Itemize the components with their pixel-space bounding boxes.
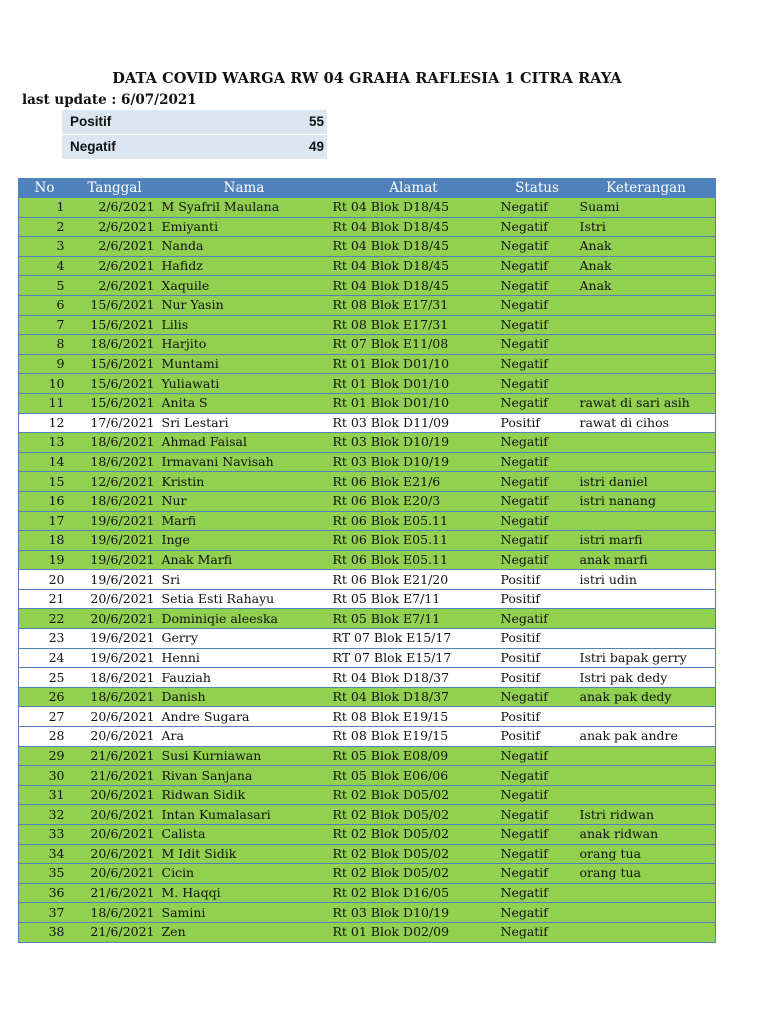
- cell-nama: Yuliawati: [159, 374, 330, 394]
- cell-nama: Harjito: [159, 335, 330, 355]
- table-row: [19, 256, 716, 276]
- cell-nama: Susi Kurniawan: [159, 746, 330, 766]
- table-header-row: [19, 179, 716, 198]
- cell-alamat: Rt 03 Blok D10/19: [330, 903, 498, 923]
- cell-nama: Nur Yasin: [159, 295, 330, 315]
- table-row: [19, 472, 716, 492]
- table-row: [19, 276, 716, 296]
- cell-keterangan: rawat di cihos: [577, 413, 716, 433]
- table-row: [19, 668, 716, 688]
- cell-keterangan: anak marfi: [577, 550, 716, 570]
- cell-tanggal: 19/6/2021: [71, 511, 159, 531]
- cell-tanggal: 18/6/2021: [71, 452, 159, 472]
- cell-alamat: Rt 03 Blok D10/19: [330, 433, 498, 453]
- cell-no: 19: [19, 550, 71, 570]
- cell-keterangan: Suami: [577, 198, 716, 218]
- table-row: [19, 217, 716, 237]
- cell-tanggal: 15/6/2021: [71, 354, 159, 374]
- cell-no: 1: [19, 198, 71, 218]
- table-row: [19, 433, 716, 453]
- cell-keterangan: [577, 452, 716, 472]
- cell-keterangan: orang tua: [577, 864, 716, 884]
- cell-alamat: Rt 04 Blok D18/45: [330, 237, 498, 257]
- table-row: [19, 844, 716, 864]
- cell-nama: Xaquile: [159, 276, 330, 296]
- cell-status: Negatif: [498, 433, 577, 453]
- summary-value: 55: [308, 114, 324, 129]
- cell-no: 5: [19, 276, 71, 296]
- table-row: [19, 393, 716, 413]
- cell-nama: Setia Esti Rahayu: [159, 589, 330, 609]
- cell-no: 33: [19, 825, 71, 845]
- cell-no: 25: [19, 668, 71, 688]
- cell-alamat: Rt 08 Blok E19/15: [330, 727, 498, 747]
- cell-tanggal: 2/6/2021: [71, 276, 159, 296]
- table-row: [19, 452, 716, 472]
- cell-nama: Ridwan Sidik: [159, 785, 330, 805]
- cell-status: Negatif: [498, 295, 577, 315]
- table-row: [19, 354, 716, 374]
- cell-keterangan: [577, 609, 716, 629]
- cell-alamat: Rt 03 Blok D11/09: [330, 413, 498, 433]
- cell-no: 30: [19, 766, 71, 786]
- cell-no: 36: [19, 883, 71, 903]
- cell-status: Negatif: [498, 766, 577, 786]
- cell-tanggal: 18/6/2021: [71, 491, 159, 511]
- cell-status: Negatif: [498, 785, 577, 805]
- cell-alamat: Rt 04 Blok D18/37: [330, 687, 498, 707]
- cell-no: 27: [19, 707, 71, 727]
- cell-tanggal: 21/6/2021: [71, 883, 159, 903]
- cell-no: 11: [19, 393, 71, 413]
- table-row: [19, 825, 716, 845]
- cell-status: Negatif: [498, 217, 577, 237]
- cell-nama: Nur: [159, 491, 330, 511]
- cell-status: Negatif: [498, 864, 577, 884]
- cell-nama: M Syafril Maulana: [159, 198, 330, 218]
- last-update-text: last update : 6/07/2021: [22, 92, 197, 108]
- cell-no: 2: [19, 217, 71, 237]
- table-row: [19, 511, 716, 531]
- cell-tanggal: 19/6/2021: [71, 550, 159, 570]
- cell-status: Negatif: [498, 883, 577, 903]
- cell-tanggal: 20/6/2021: [71, 727, 159, 747]
- cell-keterangan: [577, 315, 716, 335]
- table-row: [19, 570, 716, 590]
- cell-keterangan: [577, 354, 716, 374]
- summary-box: [62, 110, 327, 159]
- cell-keterangan: [577, 335, 716, 355]
- cell-tanggal: 20/6/2021: [71, 707, 159, 727]
- column-header-nama: Nama: [159, 179, 330, 198]
- cell-tanggal: 20/6/2021: [71, 785, 159, 805]
- cell-status: Positif: [498, 413, 577, 433]
- cell-nama: Ahmad Faisal: [159, 433, 330, 453]
- cell-keterangan: Anak: [577, 256, 716, 276]
- cell-alamat: Rt 05 Blok E06/06: [330, 766, 498, 786]
- cell-no: 37: [19, 903, 71, 923]
- cell-tanggal: 18/6/2021: [71, 335, 159, 355]
- cell-status: Negatif: [498, 825, 577, 845]
- cell-tanggal: 21/6/2021: [71, 922, 159, 942]
- cell-nama: Henni: [159, 648, 330, 668]
- table-row: [19, 687, 716, 707]
- cell-alamat: Rt 02 Blok D05/02: [330, 785, 498, 805]
- cell-no: 3: [19, 237, 71, 257]
- summary-row-negatif: [62, 134, 327, 159]
- cell-keterangan: Anak: [577, 237, 716, 257]
- table-row: [19, 531, 716, 551]
- cell-tanggal: 17/6/2021: [71, 413, 159, 433]
- cell-status: Negatif: [498, 393, 577, 413]
- cell-keterangan: rawat di sari asih: [577, 393, 716, 413]
- cell-no: 13: [19, 433, 71, 453]
- cell-nama: Dominiqie aleeska: [159, 609, 330, 629]
- cell-no: 28: [19, 727, 71, 747]
- cell-keterangan: istri udin: [577, 570, 716, 590]
- cell-keterangan: anak pak andre: [577, 727, 716, 747]
- summary-row-positif: [62, 110, 327, 134]
- cell-status: Negatif: [498, 472, 577, 492]
- cell-status: Negatif: [498, 354, 577, 374]
- cell-nama: Irmavani Navisah: [159, 452, 330, 472]
- column-header-keterangan: Keterangan: [577, 179, 716, 198]
- cell-alamat: Rt 06 Blok E21/6: [330, 472, 498, 492]
- column-header-status: Status: [498, 179, 577, 198]
- cell-tanggal: 21/6/2021: [71, 766, 159, 786]
- table-row: [19, 648, 716, 668]
- table-row: [19, 237, 716, 257]
- cell-tanggal: 20/6/2021: [71, 844, 159, 864]
- summary-label: Negatif: [70, 139, 116, 154]
- cell-status: Positif: [498, 727, 577, 747]
- table-row: [19, 335, 716, 355]
- cell-no: 29: [19, 746, 71, 766]
- cell-nama: Lilis: [159, 315, 330, 335]
- cell-status: Negatif: [498, 276, 577, 296]
- cell-no: 31: [19, 785, 71, 805]
- cell-alamat: Rt 04 Blok D18/45: [330, 217, 498, 237]
- cell-nama: Fauziah: [159, 668, 330, 688]
- table-row: [19, 746, 716, 766]
- page-title: DATA COVID WARGA RW 04 GRAHA RAFLESIA 1 CITRA RAYA: [112, 70, 622, 87]
- cell-nama: Sri: [159, 570, 330, 590]
- table-row: [19, 315, 716, 335]
- cell-tanggal: 15/6/2021: [71, 393, 159, 413]
- cell-tanggal: 15/6/2021: [71, 295, 159, 315]
- cell-alamat: Rt 02 Blok D05/02: [330, 864, 498, 884]
- cell-no: 18: [19, 531, 71, 551]
- cell-tanggal: 19/6/2021: [71, 570, 159, 590]
- cell-status: Positif: [498, 707, 577, 727]
- cell-status: Positif: [498, 648, 577, 668]
- cell-alamat: Rt 01 Blok D01/10: [330, 374, 498, 394]
- summary-label: Positif: [70, 114, 112, 129]
- table-row: [19, 766, 716, 786]
- cell-alamat: Rt 05 Blok E7/11: [330, 609, 498, 629]
- cell-alamat: Rt 07 Blok E11/08: [330, 335, 498, 355]
- cell-no: 21: [19, 589, 71, 609]
- cell-keterangan: Istri: [577, 217, 716, 237]
- cell-no: 16: [19, 491, 71, 511]
- cell-status: Negatif: [498, 805, 577, 825]
- table-row: [19, 883, 716, 903]
- cell-nama: Anak Marfi: [159, 550, 330, 570]
- cell-alamat: Rt 02 Blok D05/02: [330, 844, 498, 864]
- cell-tanggal: 2/6/2021: [71, 198, 159, 218]
- cell-keterangan: anak ridwan: [577, 825, 716, 845]
- cell-tanggal: 20/6/2021: [71, 805, 159, 825]
- cell-no: 4: [19, 256, 71, 276]
- cell-status: Negatif: [498, 335, 577, 355]
- cell-status: Negatif: [498, 491, 577, 511]
- cell-keterangan: [577, 903, 716, 923]
- cell-nama: Kristin: [159, 472, 330, 492]
- cell-alamat: RT 07 Blok E15/17: [330, 648, 498, 668]
- cell-nama: Rivan Sanjana: [159, 766, 330, 786]
- cell-tanggal: 20/6/2021: [71, 609, 159, 629]
- cell-nama: Danish: [159, 687, 330, 707]
- cell-status: Negatif: [498, 315, 577, 335]
- cell-nama: Intan Kumalasari: [159, 805, 330, 825]
- cell-nama: Zen: [159, 922, 330, 942]
- table-row: [19, 374, 716, 394]
- cell-no: 34: [19, 844, 71, 864]
- cell-keterangan: [577, 922, 716, 942]
- summary-value: 49: [308, 139, 324, 154]
- cell-status: Negatif: [498, 531, 577, 551]
- table-row: [19, 707, 716, 727]
- table-row: [19, 413, 716, 433]
- cell-tanggal: 20/6/2021: [71, 825, 159, 845]
- cell-tanggal: 18/6/2021: [71, 903, 159, 923]
- cell-keterangan: [577, 883, 716, 903]
- cell-keterangan: istri daniel: [577, 472, 716, 492]
- cell-tanggal: 15/6/2021: [71, 374, 159, 394]
- cell-tanggal: 2/6/2021: [71, 217, 159, 237]
- cell-keterangan: istri marfi: [577, 531, 716, 551]
- table-row: [19, 198, 716, 218]
- cell-status: Negatif: [498, 746, 577, 766]
- cell-nama: Marfi: [159, 511, 330, 531]
- cell-keterangan: istri nanang: [577, 491, 716, 511]
- cell-tanggal: 21/6/2021: [71, 746, 159, 766]
- cell-keterangan: [577, 511, 716, 531]
- cell-alamat: Rt 01 Blok D01/10: [330, 393, 498, 413]
- cell-alamat: Rt 08 Blok E19/15: [330, 707, 498, 727]
- cell-tanggal: 15/6/2021: [71, 315, 159, 335]
- cell-keterangan: [577, 766, 716, 786]
- cell-no: 15: [19, 472, 71, 492]
- cell-nama: M Idit Sidik: [159, 844, 330, 864]
- cell-alamat: Rt 02 Blok D05/02: [330, 805, 498, 825]
- cell-alamat: Rt 06 Blok E20/3: [330, 491, 498, 511]
- cell-keterangan: Istri pak dedy: [577, 668, 716, 688]
- table-row: [19, 589, 716, 609]
- cell-no: 24: [19, 648, 71, 668]
- table-row: [19, 491, 716, 511]
- cell-status: Negatif: [498, 198, 577, 218]
- cell-status: Negatif: [498, 844, 577, 864]
- table-row: [19, 295, 716, 315]
- cell-no: 22: [19, 609, 71, 629]
- cell-keterangan: orang tua: [577, 844, 716, 864]
- cell-alamat: Rt 04 Blok D18/45: [330, 276, 498, 296]
- cell-keterangan: [577, 433, 716, 453]
- cell-tanggal: 2/6/2021: [71, 237, 159, 257]
- cell-status: Positif: [498, 629, 577, 649]
- cell-tanggal: 19/6/2021: [71, 648, 159, 668]
- cell-tanggal: 2/6/2021: [71, 256, 159, 276]
- cell-alamat: Rt 02 Blok D16/05: [330, 883, 498, 903]
- cell-alamat: Rt 08 Blok E17/31: [330, 295, 498, 315]
- cell-no: 26: [19, 687, 71, 707]
- cell-no: 14: [19, 452, 71, 472]
- cell-keterangan: Istri bapak gerry: [577, 648, 716, 668]
- cell-keterangan: [577, 295, 716, 315]
- cell-alamat: Rt 04 Blok D18/45: [330, 198, 498, 218]
- cell-no: 20: [19, 570, 71, 590]
- cell-keterangan: [577, 629, 716, 649]
- cell-status: Negatif: [498, 609, 577, 629]
- cell-keterangan: [577, 589, 716, 609]
- table-row: [19, 629, 716, 649]
- cell-alamat: Rt 06 Blok E05.11: [330, 550, 498, 570]
- cell-alamat: Rt 05 Blok E08/09: [330, 746, 498, 766]
- cell-no: 8: [19, 335, 71, 355]
- cell-nama: Andre Sugara: [159, 707, 330, 727]
- cell-nama: Samini: [159, 903, 330, 923]
- cell-tanggal: 18/6/2021: [71, 687, 159, 707]
- cell-status: Negatif: [498, 922, 577, 942]
- cell-alamat: Rt 05 Blok E7/11: [330, 589, 498, 609]
- cell-keterangan: [577, 785, 716, 805]
- cell-status: Negatif: [498, 903, 577, 923]
- table-row: [19, 805, 716, 825]
- cell-status: Negatif: [498, 511, 577, 531]
- cell-alamat: Rt 04 Blok D18/37: [330, 668, 498, 688]
- table-row: [19, 609, 716, 629]
- cell-keterangan: Istri ridwan: [577, 805, 716, 825]
- covid-data-table: [18, 178, 716, 943]
- cell-nama: Calista: [159, 825, 330, 845]
- cell-nama: Cicin: [159, 864, 330, 884]
- column-header-no: No: [19, 179, 71, 198]
- cell-keterangan: [577, 374, 716, 394]
- cell-no: 35: [19, 864, 71, 884]
- cell-alamat: Rt 06 Blok E05.11: [330, 511, 498, 531]
- table-row: [19, 785, 716, 805]
- cell-status: Negatif: [498, 237, 577, 257]
- cell-nama: Gerry: [159, 629, 330, 649]
- cell-nama: Inge: [159, 531, 330, 551]
- table-row: [19, 550, 716, 570]
- cell-no: 12: [19, 413, 71, 433]
- cell-keterangan: Anak: [577, 276, 716, 296]
- cell-nama: Ara: [159, 727, 330, 747]
- table-row: [19, 864, 716, 884]
- cell-tanggal: 18/6/2021: [71, 668, 159, 688]
- cell-no: 7: [19, 315, 71, 335]
- cell-no: 9: [19, 354, 71, 374]
- cell-alamat: Rt 06 Blok E05.11: [330, 531, 498, 551]
- cell-no: 32: [19, 805, 71, 825]
- cell-tanggal: 20/6/2021: [71, 589, 159, 609]
- cell-status: Negatif: [498, 256, 577, 276]
- cell-nama: Anita S: [159, 393, 330, 413]
- cell-alamat: Rt 01 Blok D01/10: [330, 354, 498, 374]
- cell-no: 10: [19, 374, 71, 394]
- cell-keterangan: [577, 746, 716, 766]
- cell-alamat: Rt 01 Blok D02/09: [330, 922, 498, 942]
- cell-nama: Emiyanti: [159, 217, 330, 237]
- cell-nama: Nanda: [159, 237, 330, 257]
- cell-alamat: RT 07 Blok E15/17: [330, 629, 498, 649]
- cell-tanggal: 20/6/2021: [71, 864, 159, 884]
- cell-alamat: Rt 08 Blok E17/31: [330, 315, 498, 335]
- column-header-alamat: Alamat: [330, 179, 498, 198]
- cell-tanggal: 18/6/2021: [71, 433, 159, 453]
- cell-status: Negatif: [498, 550, 577, 570]
- cell-status: Negatif: [498, 374, 577, 394]
- column-header-tanggal: Tanggal: [71, 179, 159, 198]
- table-row: [19, 727, 716, 747]
- cell-status: Positif: [498, 589, 577, 609]
- cell-alamat: Rt 06 Blok E21/20: [330, 570, 498, 590]
- table-body: [19, 198, 716, 943]
- cell-alamat: Rt 04 Blok D18/45: [330, 256, 498, 276]
- cell-nama: M. Haqqi: [159, 883, 330, 903]
- cell-alamat: Rt 02 Blok D05/02: [330, 825, 498, 845]
- cell-keterangan: anak pak dedy: [577, 687, 716, 707]
- cell-status: Positif: [498, 570, 577, 590]
- cell-no: 23: [19, 629, 71, 649]
- cell-no: 17: [19, 511, 71, 531]
- cell-status: Positif: [498, 668, 577, 688]
- cell-nama: Muntami: [159, 354, 330, 374]
- table-row: [19, 922, 716, 942]
- cell-status: Negatif: [498, 452, 577, 472]
- cell-nama: Sri Lestari: [159, 413, 330, 433]
- cell-no: 6: [19, 295, 71, 315]
- cell-tanggal: 19/6/2021: [71, 531, 159, 551]
- cell-nama: Hafidz: [159, 256, 330, 276]
- cell-tanggal: 12/6/2021: [71, 472, 159, 492]
- cell-alamat: Rt 03 Blok D10/19: [330, 452, 498, 472]
- cell-no: 38: [19, 922, 71, 942]
- table-row: [19, 903, 716, 923]
- cell-tanggal: 19/6/2021: [71, 629, 159, 649]
- cell-keterangan: [577, 707, 716, 727]
- cell-status: Negatif: [498, 687, 577, 707]
